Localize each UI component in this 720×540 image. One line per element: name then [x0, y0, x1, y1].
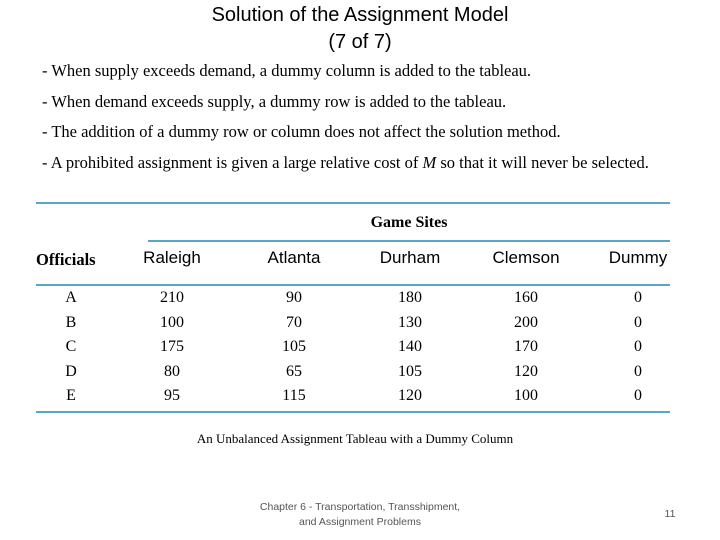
cost-cell: 0 [634, 314, 642, 331]
assignment-tableau [36, 202, 670, 414]
bullet-1: - When supply exceeds demand, a dummy column is added to the tableau. [42, 61, 532, 80]
cost-cell: 140 [398, 338, 422, 355]
table-rule-top [36, 202, 670, 204]
cost-cell: 170 [514, 338, 538, 355]
column-header-clemson: Clemson [492, 248, 560, 267]
slide-title [0, 2, 720, 56]
bullet-4-text-start: - A prohibited assignment is given a large relative cost of [42, 152, 423, 172]
cost-cell: 95 [164, 387, 180, 404]
cost-cell: 200 [514, 314, 538, 331]
footer-line-1: Chapter 6 - Transportation, Transshipment, [259, 501, 461, 513]
title-line-1: Solution of the Assignment Model [211, 4, 509, 26]
cost-cell: 100 [160, 314, 184, 331]
table-caption: An Unbalanced Assignment Tableau with a Dummy Column [196, 431, 514, 446]
bullet-list [42, 60, 718, 182]
cost-cell: 0 [634, 338, 642, 355]
bullet-4-text-end: so that it will never be selected. [436, 152, 649, 172]
game-sites-header: Game Sites [370, 214, 448, 231]
column-header-raleigh: Raleigh [143, 248, 201, 267]
cost-cell: 130 [398, 314, 422, 331]
official-label: C [65, 338, 77, 355]
cost-cell: 115 [282, 387, 306, 404]
footer [240, 500, 480, 530]
cost-cell: 180 [398, 289, 422, 306]
official-label: E [66, 387, 76, 404]
page-number: 11 [664, 508, 676, 520]
cost-cell: 105 [282, 338, 306, 355]
cost-cell: 80 [164, 363, 180, 380]
cost-cell: 90 [286, 289, 302, 306]
table-rule-bottom [36, 411, 670, 413]
bullet-2: - When demand exceeds supply, a dummy row is added to the tableau. [42, 91, 507, 111]
officials-header: Officials [36, 250, 96, 269]
cost-cell: 160 [514, 289, 538, 306]
column-header-atlanta: Atlanta [267, 248, 321, 267]
table-rule-subheader [148, 240, 670, 242]
official-label: A [65, 289, 77, 306]
cost-cell: 70 [286, 314, 302, 331]
cost-cell: 175 [160, 338, 184, 355]
cost-cell: 0 [634, 387, 642, 404]
official-label: B [65, 314, 77, 331]
cost-cell: 100 [514, 387, 538, 404]
cost-cell: 65 [286, 363, 302, 380]
cost-cell: 210 [160, 289, 184, 306]
cost-cell: 120 [514, 363, 538, 380]
footer-line-2: and Assignment Problems [299, 516, 421, 528]
column-header-dummy: Dummy [608, 248, 668, 267]
table-rule-header [36, 284, 670, 286]
title-line-2: (7 of 7) [328, 31, 392, 53]
bullet-4 [42, 152, 718, 183]
bullet-4-emphasis: M [422, 152, 437, 172]
official-label: D [65, 363, 77, 380]
cost-cell: 120 [398, 387, 422, 404]
cost-cell: 0 [634, 289, 642, 306]
bullet-3: - The addition of a dummy row or column does not affect the solution method. [42, 122, 561, 141]
column-header-durham: Durham [379, 248, 441, 267]
cost-cell: 105 [398, 363, 422, 380]
cost-cell: 0 [634, 363, 642, 380]
